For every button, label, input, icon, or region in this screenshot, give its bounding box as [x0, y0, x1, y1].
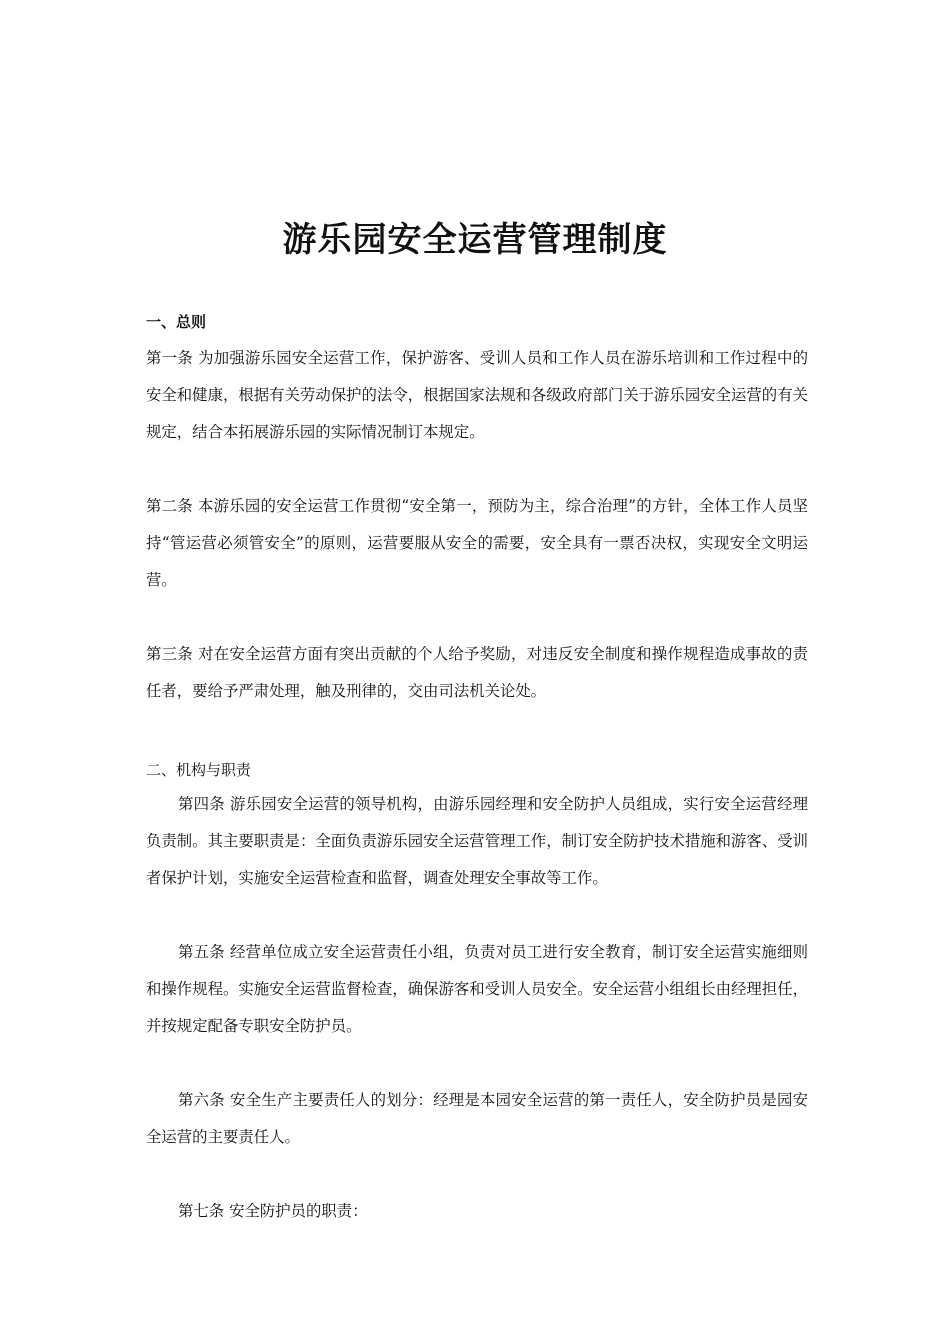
article-7-paragraph: 第七条 安全防护员的职责：: [178, 1202, 368, 1220]
section-heading-general: 一、总则: [146, 313, 207, 331]
article-5-paragraph: 第五条 经营单位成立安全运营责任小组，负责对员工进行安全教育，制订安全运营实施细则和操作规程。实施安全运营监督检查，确保游客和受训人员安全。安全运营小组组长由经理担任，并按规定配备专职安全防护员。: [146, 943, 808, 1035]
article-3-paragraph: 第三条 对在安全运营方面有突出贡献的个人给予奖励，对违反安全制度和操作规程造成事故的责任者，要给予严肃处理，触及刑律的，交由司法机关论处。: [146, 645, 808, 700]
article-1-paragraph: 第一条 为加强游乐园安全运营工作，保护游客、受训人员和工作人员在游乐培训和工作过程中的安全和健康，根据有关劳动保护的法令，根据国家法规和各级政府部门关于游乐园安全运营的有关规定，结合本拓展游乐园的实际情况制订本规定。: [146, 349, 808, 441]
article-2-paragraph: 第二条 本游乐园的安全运营工作贯彻“安全第一，预防为主，综合治理”的方针，全体工作人员坚持“管运营必须管安全”的原则，运营要服从安全的需要，安全具有一票否决权，实现安全文明运营。: [146, 497, 808, 589]
article-6-paragraph: 第六条 安全生产主要责任人的划分：经理是本园安全运营的第一责任人，安全防护员是园安全运营的主要责任人。: [146, 1091, 808, 1146]
section-heading-organization: 二、机构与职责: [146, 761, 252, 779]
article-4-paragraph: 第四条 游乐园安全运营的领导机构，由游乐园经理和安全防护人员组成，实行安全运营经理负责制。其主要职责是：全面负责游乐园安全运营管理工作，制订安全防护技术措施和游客、受训者保护计划，实施安全运营检查和监督，调查处理安全事故等工作。: [146, 795, 808, 887]
document-title: 游乐园安全运营管理制度: [282, 220, 668, 260]
